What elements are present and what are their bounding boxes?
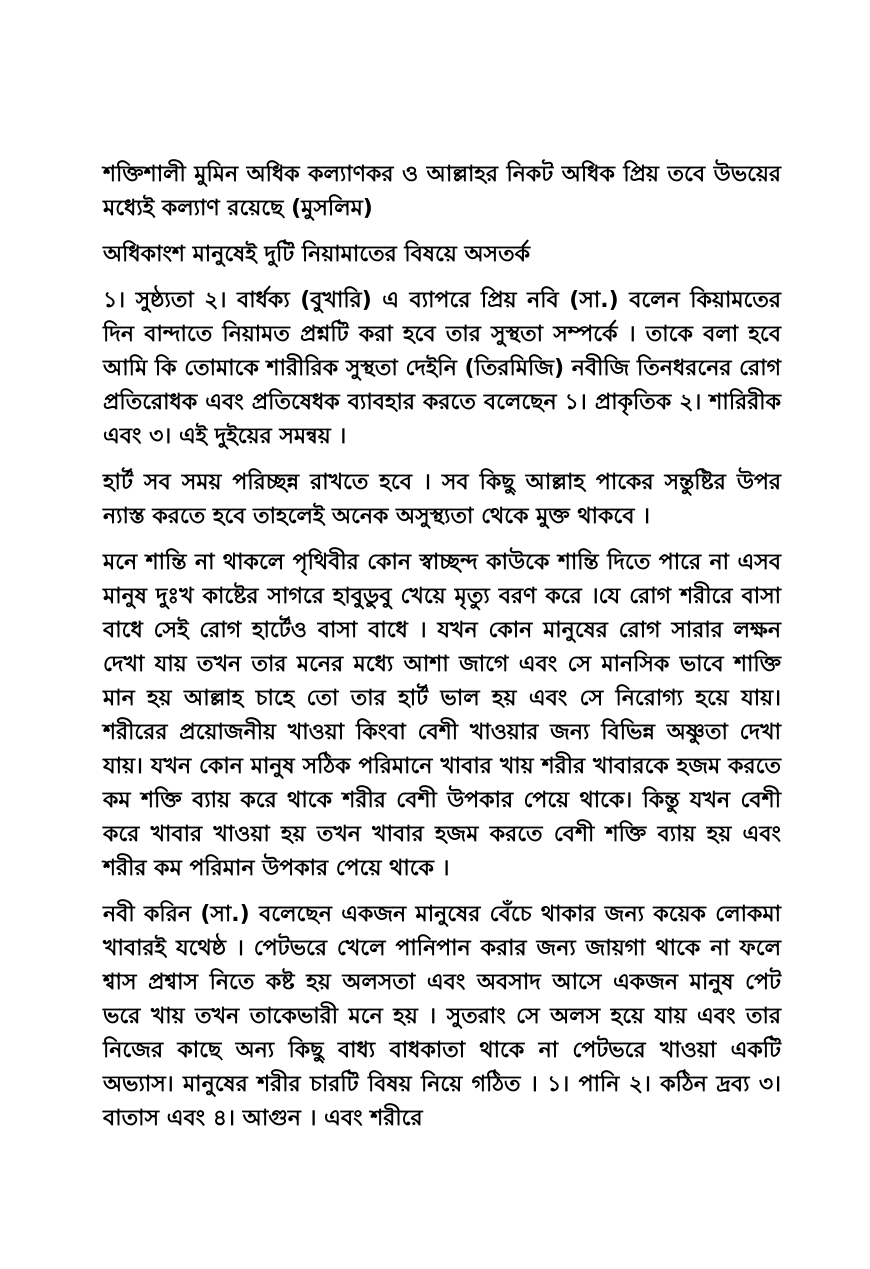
- paragraph-peace-of-mind: মনে শান্তি না থাকলে পৃথিবীর কোন স্বাচ্ছন্দ কাউকে শান্তি দিতে পারে না এসব মানুষ দুঃখ কাষ্টের সাগরে হাবুডুবু খেয়ে মৃত্যু বরণ করে ।যে রোগ শরীরে বাসা বাধে সেই রোগ হার্টেও বাসা বাধে । যখন কোন মানুষের রোগ সারার লক্ষন দেখা যায় তখন তার মনের মধ্যে আশা জাগে এবং সে মানসিক ভাবে শাক্তি মান হয় আল্লাহ চাহে তো তার হার্ট ভাল হয় এবং সে নিরোগ্য হয়ে যায়। শরীরের প্রয়োজনীয় খাওয়া কিংবা বেশী খাওয়ার জন্য বিভিন্ন অষ্ণুতা দেখা যায়। যখন কোন মানুষ সঠিক পরিমানে খাবার খায় শরীর খাবারকে হজম করতে কম শক্তি ব্যায় করে থাকে শরীর বেশী উপকার পেয়ে থাকে। কিন্তু যখন বেশী করে খাবার খাওয়া হয় তখন খাবার হজম করতে বেশী শক্তি ব্যায় হয় এবং শরীর কম পরিমান উপকার পেয়ে থাকে ।: [103, 550, 781, 881]
- document-page: [103, 158, 781, 1148]
- paragraph-strong-believer: শক্তিশালী মুমিন অধিক কল্যাণকর ও আল্লাহর নিকট অধিক প্রিয় তবে উভয়ের মধ্যেই কল্যাণ রয়েছে (মুসলিম): [103, 162, 781, 221]
- paragraph-eating-habits: নবী করিন (সা.) বলেছেন একজন মানুষের বেঁচে থাকার জন্য কয়েক লোকমা খাবারই যথেষ্ঠ । পেটভরে খেলে পানিপান করার জন্য জায়গা থাকে না ফলে শ্বাস প্রশ্বাস নিতে কষ্ট হয় অলসতা এবং অবসাদ আসে একজন মানুষ পেট ভরে খায় তখন তাকেভারী মনে হয় । সুতরাং সে অলস হয়ে যায় এবং তার নিজের কাছে অন্য কিছু বাধ্য বাধকাতা থাকে না পেটভরে খাওয়া একটি অভ্যাস। মানুষের শরীর চারটি বিষয় নিয়ে গঠিত । ১। পানি ২। কঠিন দ্রব্য ৩। বাতাস এবং ৪। আগুন । এবং শরীরে: [103, 902, 781, 1131]
- paragraph-clean-heart: হার্ট সব সময় পরিচ্ছন্ন রাখতে হবে । সব কিছু আল্লাহ পাকের সন্তুষ্টির উপর ন্যাস্ত করতে হবে তাহলেই অনেক অসুস্থ্যতা থেকে মুক্ত থাকবে ।: [103, 470, 781, 529]
- paragraph-two-blessings: অধিকাংশ মানুষেই দুটি নিয়ামাতের বিষয়ে অসতর্ক: [103, 242, 530, 267]
- paragraph-health-and-age: ১। সুষ্ঠ্যতা ২। বার্ধক্য (বুখারি) এ ব্যাপরে প্রিয় নবি (সা.) বলেন কিয়ামতের দিন বান্দাতে নিয়ামত প্রশ্নটি করা হবে তার সুস্থতা সম্পর্কে । তাকে বলা হবে আমি কি তোমাকে শারীরিক সুস্থতা দেইনি (তিরমিজি) নবীজি তিনধরনের রোগ প্রতিরোধক এবং প্রতিষেধক ব্যাবহার করতে বলেছেন ১। প্রাকৃতিক ২। শারিরীক এবং ৩। এই দুইয়ের সমন্বয় ।: [103, 288, 781, 449]
